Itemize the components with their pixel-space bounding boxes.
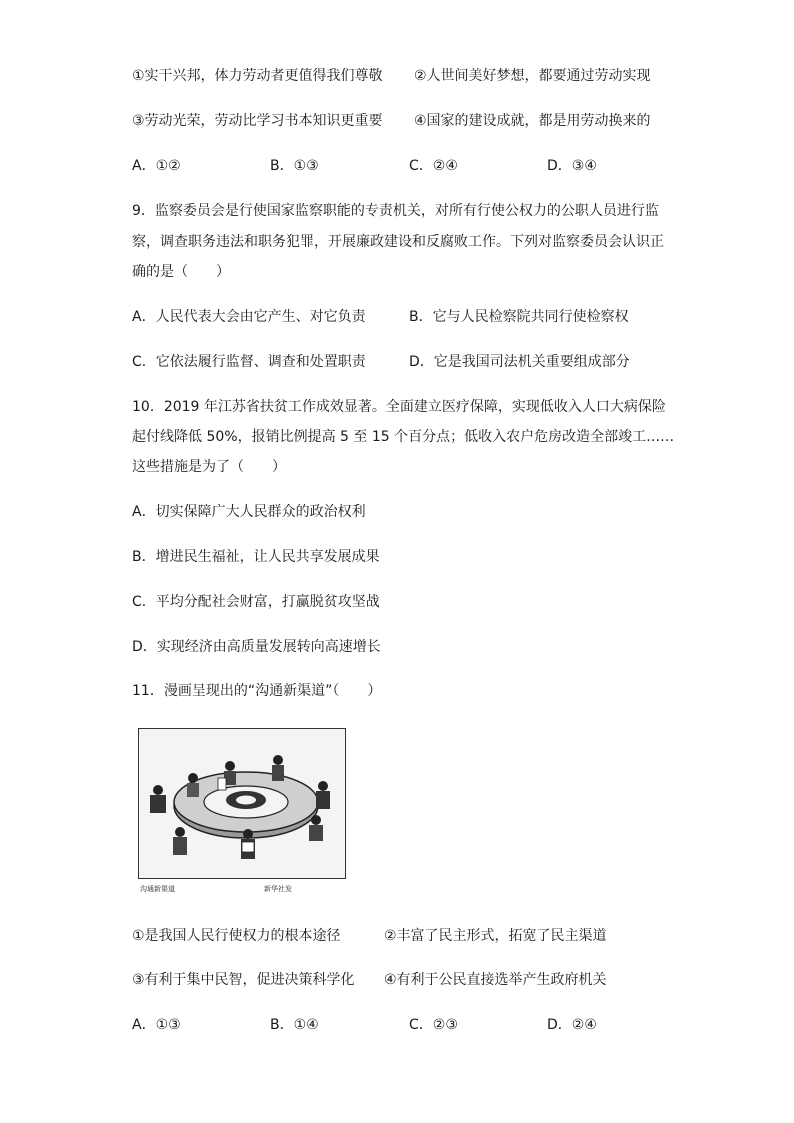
q9-option-c[interactable]: C．它依法履行监督、调查和处置职责: [132, 354, 366, 370]
q11-statement-4: ④有利于公民直接选举产生政府机关: [384, 972, 607, 988]
cartoon-image: [138, 728, 346, 898]
q8-statement-3: ③劳动光荣，劳动比学习书本知识更重要: [132, 113, 383, 129]
q11-option-c[interactable]: C．②③: [409, 1017, 458, 1033]
q9-stem-line-2: 察，调查职务违法和职务犯罪，开展廉政建设和反腐败工作。下列对监察委员会认识正: [132, 234, 664, 250]
q11-statement-2: ②丰富了民主形式，拓宽了民主渠道: [384, 928, 607, 944]
q11-stem: 11．漫画呈现出的“沟通新渠道”（ ）: [132, 683, 382, 699]
q10-option-d[interactable]: D．实现经济由高质量发展转向高速增长: [132, 639, 381, 655]
q11-statement-1: ①是我国人民行使权力的根本途径: [132, 928, 341, 944]
q8-option-c[interactable]: C．②④: [409, 158, 458, 174]
q9-stem-line-1: 9．监察委员会是行使国家监察职能的专责机关，对所有行使公权力的公职人员进行监: [132, 203, 659, 219]
q9-option-d[interactable]: D．它是我国司法机关重要组成部分: [409, 354, 630, 370]
q9-option-a[interactable]: A．人民代表大会由它产生、对它负责: [132, 309, 366, 325]
q10-option-c[interactable]: C．平均分配社会财富，打赢脱贫攻坚战: [132, 594, 380, 610]
q11-option-d[interactable]: D．②④: [547, 1017, 597, 1033]
q8-statement-1: ①实干兴邦，体力劳动者更值得我们尊敬: [132, 68, 383, 84]
q8-statement-2: ②人世间美好梦想，都要通过劳动实现: [414, 68, 651, 84]
q10-stem-line-2: 起付线降低 50%，报销比例提高 5 至 15 个百分点；低收入农户危房改造全部竣工……: [132, 429, 675, 445]
q8-statement-4: ④国家的建设成就，都是用劳动换来的: [414, 113, 651, 129]
cartoon-source: 新华社发: [264, 885, 292, 893]
q9-stem-line-3: 确的是（ ）: [132, 264, 230, 280]
q11-option-a[interactable]: A．①③: [132, 1017, 181, 1033]
cartoon-caption: 沟通新渠道: [140, 885, 175, 893]
q8-option-d[interactable]: D．③④: [547, 158, 597, 174]
q9-option-b[interactable]: B．它与人民检察院共同行使检察权: [409, 309, 629, 325]
q10-stem-line-1: 10．2019 年江苏省扶贫工作成效显著。全面建立医疗保障，实现低收入人口大病保险: [132, 399, 666, 415]
q11-option-b[interactable]: B．①④: [270, 1017, 319, 1033]
q8-option-a[interactable]: A．①②: [132, 158, 181, 174]
q10-stem-line-3: 这些措施是为了（ ）: [132, 459, 286, 475]
q8-option-b[interactable]: B．①③: [270, 158, 319, 174]
q10-option-b[interactable]: B．增进民生福祉，让人民共享发展成果: [132, 549, 380, 565]
q10-option-a[interactable]: A．切实保障广大人民群众的政治权利: [132, 504, 366, 520]
q11-statement-3: ③有利于集中民智，促进决策科学化: [132, 972, 355, 988]
